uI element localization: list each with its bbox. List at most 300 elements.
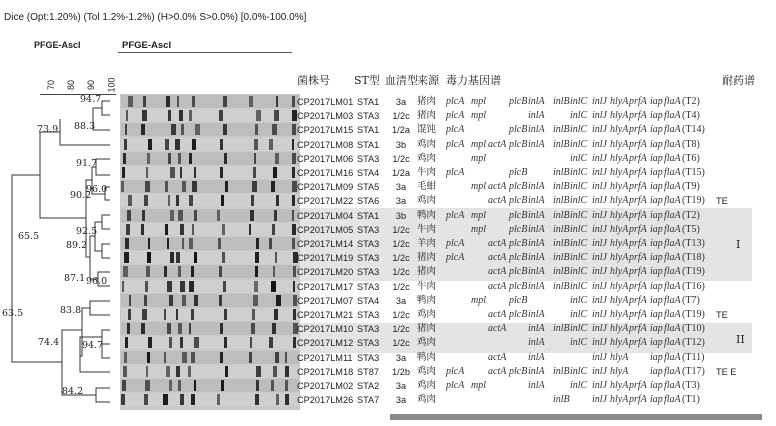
- gel-band: [164, 266, 167, 277]
- serotype: 1/2c: [392, 338, 410, 348]
- virulence-gene: hlyA: [610, 252, 629, 263]
- gel-band: [191, 352, 195, 363]
- gel-band: [271, 281, 276, 292]
- gel-band: [142, 309, 147, 320]
- virulence-gene: iap: [650, 210, 663, 221]
- gel-band: [192, 96, 195, 107]
- gel-band: [167, 323, 171, 334]
- virulence-gene: inlB: [553, 139, 570, 150]
- virulence-gene: plcB: [509, 366, 528, 377]
- gel-band: [225, 181, 228, 192]
- st-type: STA3: [357, 253, 380, 263]
- st-type: STA3: [357, 225, 380, 235]
- virulence-gene: inlB: [553, 252, 570, 263]
- gel-band: [144, 394, 148, 405]
- virulence-gene: plcA: [446, 238, 465, 249]
- pfge-underline: [118, 52, 292, 53]
- gel-lane: [121, 308, 299, 321]
- gel-band: [178, 323, 182, 334]
- virulence-gene: inlC: [570, 252, 588, 263]
- virulence-type: (T10): [682, 323, 705, 334]
- virulence-type: (T12): [682, 337, 705, 348]
- virulence-gene: prfA: [629, 323, 647, 334]
- gel-band: [146, 366, 148, 377]
- serotype: 1/2a: [392, 125, 410, 135]
- header-resistance: 耐药谱: [722, 74, 755, 87]
- virulence-gene: flaA: [664, 394, 681, 405]
- gel-band: [147, 352, 150, 363]
- gel-band: [128, 195, 132, 206]
- gel-lane: [121, 95, 299, 108]
- gel-band: [269, 139, 273, 150]
- virulence-gene: prfA: [629, 266, 647, 277]
- gel-band: [194, 210, 197, 221]
- gel-band: [147, 153, 150, 164]
- similarity-label: 89.2: [66, 240, 88, 251]
- virulence-gene: hlyA: [610, 181, 629, 192]
- gel-band: [292, 124, 296, 135]
- virulence-type: (T19): [682, 195, 705, 206]
- virulence-gene: inlA: [528, 224, 545, 235]
- source: 鸡肉: [417, 153, 437, 164]
- gel-band: [293, 281, 295, 292]
- gel-band: [182, 352, 187, 363]
- virulence-gene: inlB: [553, 167, 570, 178]
- gel-band: [129, 295, 131, 306]
- gel-band: [127, 210, 131, 221]
- virulence-gene: inlC: [570, 181, 588, 192]
- st-type: STA2: [357, 381, 380, 391]
- gel-band: [285, 394, 289, 405]
- virulence-gene: iap: [650, 352, 663, 363]
- gel-band: [189, 110, 192, 121]
- virulence-gene: inlJ: [592, 309, 607, 320]
- virulence-type: (T5): [682, 224, 700, 235]
- virulence-gene: flaA: [664, 139, 681, 150]
- gel-band: [182, 238, 184, 249]
- gel-lane: [121, 379, 299, 392]
- virulence-gene: plcB: [509, 238, 528, 249]
- gel-band: [142, 210, 145, 221]
- virulence-gene: flaA: [664, 281, 681, 292]
- header-st: ST型: [354, 74, 380, 87]
- virulence-gene: iap: [650, 167, 663, 178]
- gel-band: [256, 366, 261, 377]
- source: 猪肉: [417, 96, 437, 107]
- virulence-gene: plcB: [509, 96, 528, 107]
- virulence-gene: inlA: [528, 181, 545, 192]
- virulence-gene: iap: [650, 124, 663, 135]
- virulence-gene: actA: [488, 366, 507, 377]
- virulence-gene: inlA: [528, 337, 545, 348]
- gel-band: [141, 224, 144, 235]
- gel-band: [274, 110, 279, 121]
- virulence-gene: iap: [650, 153, 663, 164]
- header-strain: 菌株号: [297, 74, 330, 87]
- virulence-gene: iap: [650, 96, 663, 107]
- virulence-gene: hlyA: [610, 352, 629, 363]
- gel-band: [189, 281, 194, 292]
- gel-band: [254, 139, 258, 150]
- similarity-label: 65.5: [18, 231, 40, 242]
- virulence-gene: inlJ: [592, 224, 607, 235]
- serotype: 1/2c: [392, 111, 410, 121]
- scale-tick-70: 70: [46, 79, 57, 91]
- virulence-gene: inlC: [570, 295, 588, 306]
- gel-lane: [121, 265, 299, 278]
- virulence-gene: inlJ: [592, 337, 607, 348]
- resistance-profile: TE: [716, 310, 728, 320]
- gel-band: [167, 238, 169, 249]
- scale-tick-90: 90: [86, 79, 97, 91]
- virulence-gene: mpl: [471, 295, 486, 306]
- gel-band: [254, 153, 256, 164]
- source: 牛肉: [417, 167, 437, 178]
- virulence-gene: mpl: [471, 110, 486, 121]
- virulence-gene: inlB: [553, 210, 570, 221]
- source: 鸡肉: [417, 139, 437, 150]
- gel-band: [256, 380, 259, 391]
- virulence-gene: prfA: [629, 110, 647, 121]
- virulence-gene: inlC: [570, 210, 588, 221]
- serotype: 1/2c: [392, 253, 410, 263]
- virulence-gene: inlC: [570, 281, 588, 292]
- gel-band: [256, 110, 261, 121]
- gel-band: [255, 124, 258, 135]
- gel-band: [272, 124, 277, 135]
- virulence-gene: prfA: [629, 124, 647, 135]
- gel-band: [256, 238, 259, 249]
- virulence-gene: plcA: [446, 167, 465, 178]
- gel-lane: [121, 209, 299, 222]
- virulence-gene: inlC: [570, 366, 588, 377]
- gel-lane: [121, 322, 299, 335]
- strain-id: CP2017LM04: [297, 211, 354, 221]
- virulence-gene: mpl: [471, 380, 486, 391]
- virulence-gene: inlJ: [592, 380, 607, 391]
- gel-band: [176, 252, 180, 263]
- gel-band: [191, 266, 194, 277]
- serotype: 1/2c: [392, 310, 410, 320]
- virulence-gene: inlJ: [592, 96, 607, 107]
- virulence-gene: inlC: [570, 124, 588, 135]
- gel-band: [125, 337, 128, 348]
- gel-band: [146, 266, 150, 277]
- serotype: 1/2c: [392, 267, 410, 277]
- virulence-gene: inlC: [570, 224, 588, 235]
- virulence-gene: inlC: [570, 167, 588, 178]
- virulence-gene: iap: [650, 394, 663, 405]
- gel-lane: [121, 223, 299, 236]
- gel-band: [224, 153, 227, 164]
- pfge-label-left: PFGE-AscI: [34, 40, 81, 50]
- gel-band: [253, 295, 258, 306]
- virulence-gene: plcB: [509, 195, 528, 206]
- virulence-gene: inlA: [528, 380, 545, 391]
- virulence-gene: inlA: [528, 352, 545, 363]
- virulence-type: (T9): [682, 181, 700, 192]
- gel-band: [175, 139, 180, 150]
- virulence-gene: plcB: [509, 181, 528, 192]
- virulence-gene: flaA: [664, 252, 681, 263]
- gel-band: [125, 124, 127, 135]
- virulence-gene: inlB: [553, 281, 570, 292]
- virulence-gene: inlJ: [592, 167, 607, 178]
- gel-band: [269, 337, 273, 348]
- virulence-type: (T19): [682, 309, 705, 320]
- gel-band: [168, 110, 171, 121]
- virulence-gene: hlyA: [610, 238, 629, 249]
- serotype: 1/2b: [392, 367, 410, 377]
- virulence-gene: flaA: [664, 380, 681, 391]
- gel-band: [144, 295, 147, 306]
- virulence-gene: iap: [650, 139, 663, 150]
- similarity-label: 96.0: [86, 184, 108, 195]
- gel-band: [121, 181, 124, 192]
- strain-id: CP2017LM02: [297, 381, 354, 391]
- virulence-gene: mpl: [471, 139, 486, 150]
- strain-id: CP2017LM08: [297, 140, 354, 150]
- virulence-type: (T11): [682, 352, 705, 363]
- scale-tick-80: 80: [66, 79, 77, 91]
- virulence-type: (T6): [682, 153, 700, 164]
- strain-id: CP2017LM01: [297, 97, 354, 107]
- strain-id: CP2017LM14: [297, 239, 354, 249]
- gel-lane: [121, 237, 299, 250]
- virulence-gene: inlC: [570, 110, 588, 121]
- virulence-gene: actA: [488, 252, 507, 263]
- gel-band: [124, 352, 127, 363]
- virulence-gene: mpl: [471, 224, 486, 235]
- serotype: 3a: [395, 196, 407, 206]
- source: 鸡肉: [417, 366, 437, 377]
- gel-band: [285, 380, 288, 391]
- source: 毛蚶: [417, 181, 437, 192]
- virulence-gene: plcB: [509, 252, 528, 263]
- gel-lane: [121, 336, 299, 349]
- gel-band: [178, 266, 181, 277]
- strain-id: CP2017LM09: [297, 182, 354, 192]
- gel-band: [249, 352, 252, 363]
- serotype: 1/2c: [392, 239, 410, 249]
- virulence-gene: plcB: [509, 210, 528, 221]
- gel-band: [168, 195, 170, 206]
- gel-band: [145, 281, 148, 292]
- virulence-gene: inlJ: [592, 295, 607, 306]
- gel-band: [252, 181, 257, 192]
- gel-band: [224, 337, 227, 348]
- virulence-gene: inlJ: [592, 195, 607, 206]
- gel-band: [194, 337, 199, 348]
- gel-band: [124, 252, 129, 263]
- virulence-gene: actA: [488, 281, 507, 292]
- strain-id: CP2017LM26: [297, 395, 354, 405]
- gel-band: [255, 252, 259, 263]
- source: 馄饨: [417, 124, 437, 135]
- gel-band: [292, 96, 295, 107]
- gel-band: [217, 394, 220, 405]
- gel-band: [250, 210, 254, 221]
- gel-band: [292, 167, 295, 178]
- group-i-label: I: [736, 238, 741, 251]
- virulence-gene: flaA: [664, 238, 681, 249]
- virulence-type: (T14): [682, 124, 705, 135]
- virulence-gene: plcB: [509, 295, 528, 306]
- st-type: STA3: [357, 267, 380, 277]
- virulence-gene: flaA: [664, 309, 681, 320]
- similarity-label: 87.1: [64, 273, 86, 284]
- st-type: STA1: [357, 97, 380, 107]
- gel-band: [221, 195, 224, 206]
- virulence-gene: inlJ: [592, 366, 607, 377]
- gel-band: [221, 380, 224, 391]
- gel-band: [292, 153, 296, 164]
- st-type: STA1: [357, 211, 380, 221]
- virulence-gene: inlB: [553, 224, 570, 235]
- gel-band: [292, 210, 294, 221]
- st-type: STA3: [357, 111, 380, 121]
- strain-id: CP2017LM07: [297, 296, 354, 306]
- virulence-gene: prfA: [629, 139, 647, 150]
- gel-band: [178, 380, 181, 391]
- gel-band: [192, 139, 196, 150]
- virulence-gene: inlJ: [592, 153, 607, 164]
- virulence-gene: inlB: [553, 366, 570, 377]
- gel-band: [178, 210, 183, 221]
- similarity-label: 88.3: [74, 121, 96, 132]
- virulence-type: (T4): [682, 110, 700, 121]
- virulence-gene: actA: [488, 309, 507, 320]
- gel-lane: [121, 166, 299, 179]
- virulence-gene: flaA: [664, 124, 681, 135]
- virulence-gene: plcA: [446, 210, 465, 221]
- virulence-gene: flaA: [664, 352, 681, 363]
- similarity-label: 73.9: [37, 124, 59, 135]
- gel-band: [276, 295, 281, 306]
- similarity-label: 90.2: [70, 190, 92, 201]
- source: 牛肉: [417, 281, 437, 292]
- virulence-gene: prfA: [629, 394, 647, 405]
- serotype: 3a: [395, 296, 407, 306]
- st-type: STA1: [357, 125, 380, 135]
- virulence-gene: prfA: [629, 96, 647, 107]
- gel-band: [142, 110, 147, 121]
- virulence-gene: prfA: [629, 224, 647, 235]
- virulence-gene: inlC: [570, 96, 588, 107]
- gel-band: [166, 96, 170, 107]
- virulence-gene: inlJ: [592, 110, 607, 121]
- gel-band: [252, 309, 255, 320]
- virulence-gene: actA: [488, 266, 507, 277]
- gel-band: [220, 352, 223, 363]
- virulence-type: (T19): [682, 266, 705, 277]
- dice-settings-line: Dice (Opt:1.20%) (Tol 1.2%-1.2%) (H>0.0% S>0.0%) [0.0%-100.0%]: [4, 12, 307, 23]
- virulence-gene: iap: [650, 252, 663, 263]
- virulence-gene: iap: [650, 337, 663, 348]
- gel-band: [272, 224, 275, 235]
- gel-band: [148, 139, 152, 150]
- virulence-gene: prfA: [629, 195, 647, 206]
- gel-lane: [121, 393, 299, 406]
- gel-band: [269, 238, 272, 249]
- virulence-gene: iap: [650, 266, 663, 277]
- gel-band: [191, 394, 195, 405]
- source: 鸡肉: [417, 309, 437, 320]
- gel-band: [188, 366, 191, 377]
- gel-band: [273, 266, 275, 277]
- source: 猪肉: [417, 110, 437, 121]
- gel-band: [250, 337, 252, 348]
- virulence-gene: flaA: [664, 181, 681, 192]
- virulence-gene: flaA: [664, 167, 681, 178]
- gel-band: [128, 96, 133, 107]
- virulence-gene: actA: [488, 139, 507, 150]
- virulence-gene: inlA: [528, 366, 545, 377]
- gel-band: [147, 252, 151, 263]
- virulence-gene: hlyA: [610, 337, 629, 348]
- virulence-gene: prfA: [629, 210, 647, 221]
- gel-band: [170, 252, 174, 263]
- virulence-gene: hlyA: [610, 167, 629, 178]
- similarity-label: 63.5: [2, 308, 24, 319]
- gel-band: [285, 366, 289, 377]
- gel-band: [255, 266, 258, 277]
- strain-id: CP2017LM19: [297, 253, 354, 263]
- virulence-type: (T2): [682, 210, 700, 221]
- gel-band: [128, 309, 131, 320]
- gel-band: [251, 323, 255, 334]
- virulence-gene: prfA: [629, 281, 647, 292]
- header-serotype: 血清型: [385, 74, 418, 87]
- gel-band: [176, 195, 179, 206]
- virulence-gene: inlJ: [592, 281, 607, 292]
- gel-band: [169, 295, 173, 306]
- gel-band: [293, 309, 296, 320]
- gel-band: [292, 139, 294, 150]
- virulence-gene: inlJ: [592, 266, 607, 277]
- gel-band: [223, 281, 226, 292]
- st-type: STA4: [357, 168, 380, 178]
- gel-band: [180, 394, 184, 405]
- virulence-gene: hlyA: [610, 266, 629, 277]
- gel-lane: [121, 251, 299, 264]
- virulence-gene: prfA: [629, 167, 647, 178]
- virulence-gene: prfA: [629, 238, 647, 249]
- st-type: STA3: [357, 353, 380, 363]
- source: 鸡肉: [417, 380, 437, 391]
- gel-band: [163, 394, 168, 405]
- gel-band: [122, 167, 125, 178]
- st-type: STA3: [357, 239, 380, 249]
- st-type: STA5: [357, 182, 380, 192]
- virulence-gene: inlA: [528, 96, 545, 107]
- gel-band: [123, 366, 127, 377]
- virulence-gene: inlC: [570, 309, 588, 320]
- gel-band: [180, 224, 184, 235]
- gel-band: [192, 224, 194, 235]
- pfge-label-right: PFGE-AscI: [122, 40, 172, 51]
- scale-tick-100: 100: [106, 77, 117, 93]
- gel-band: [143, 96, 146, 107]
- virulence-gene: inlB: [553, 181, 570, 192]
- gel-lane: [121, 109, 299, 122]
- virulence-gene: flaA: [664, 96, 681, 107]
- virulence-gene: inlJ: [592, 238, 607, 249]
- virulence-gene: inlC: [570, 380, 588, 391]
- virulence-gene: inlJ: [592, 124, 607, 135]
- virulence-gene: hlyA: [610, 153, 629, 164]
- strain-id: CP2017LM12: [297, 338, 354, 348]
